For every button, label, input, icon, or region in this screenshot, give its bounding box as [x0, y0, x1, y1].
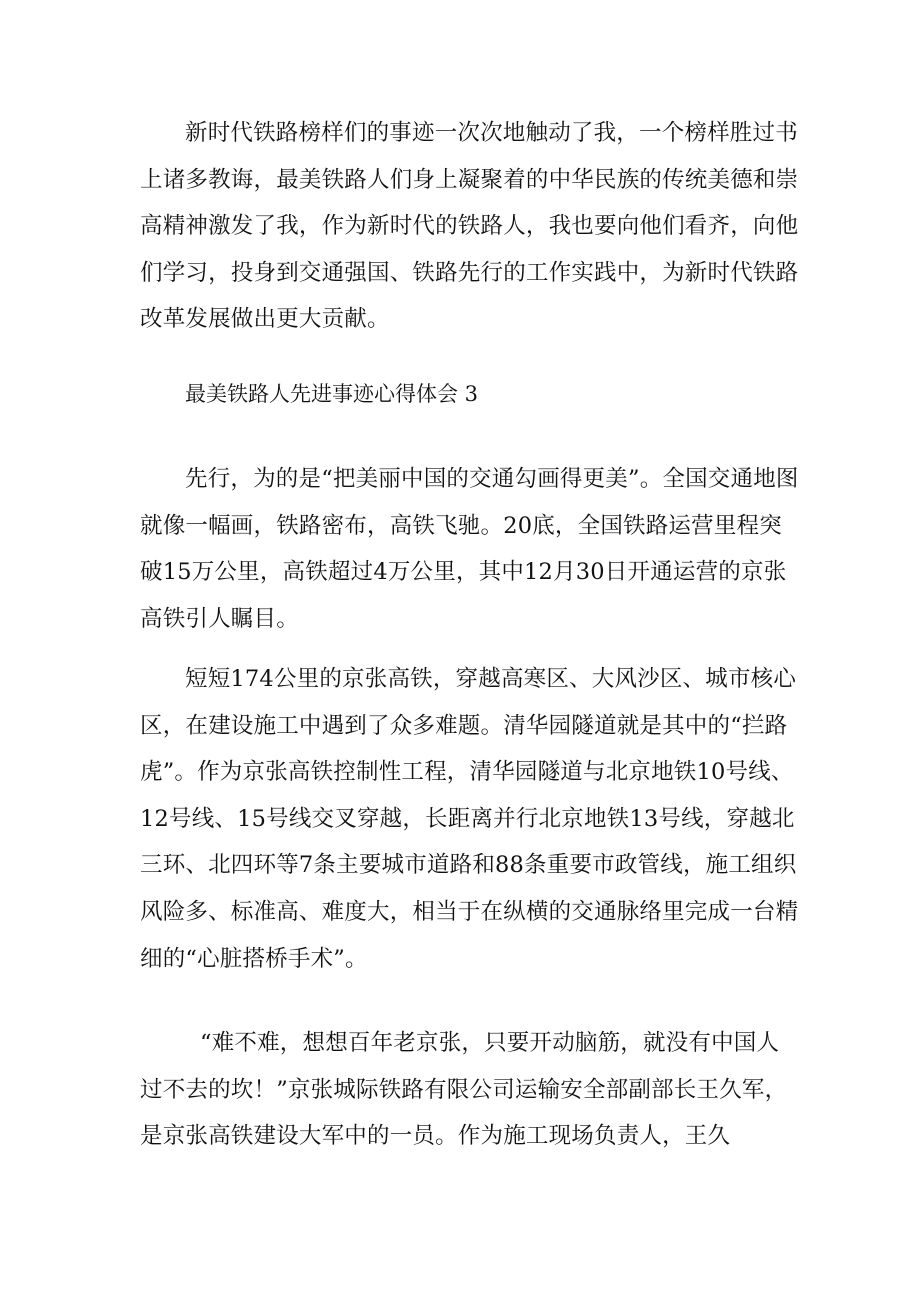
paragraph-quote-wang-jiujun: “难不难，想想百年老京张，只要开动脑筋，就没有中国人过不去的坎！”京张城际铁路有限公司运输安全部副部长王久军，是京张高铁建设大军中的一员。作为施工现场负责人，王久 [140, 1030, 788, 1150]
paragraph-transport-map: 先行，为的是“把美丽中国的交通勾画得更美”。全国交通地图就像一幅画，铁路密布，高铁飞驰。20底，全国铁路运营里程突破15万公里，高铁超过4万公里，其中12月30日开通运营的京张高铁引人瞩目。 [140, 466, 799, 632]
paragraph-jingzhang-railway: 短短174公里的京张高铁，穿越高寒区、大风沙区、城市核心区，在建设施工中遇到了众多难题。清华园隧道就是其中的“拦路虎”。作为京张高铁控制性工程，清华园隧道与北京地铁10号线、12号线、15号线交叉穿越，长距离并行北京地铁13号线，穿越北三环、北四环等7条主要城市道路和88条重要市政管线，施工组织风险多、标准高、难度大，相当于在纵横的交通脉络里完成一台精细的“心脏搭桥手术”。 [140, 666, 799, 972]
paragraph-role-models: 新时代铁路榜样们的事迹一次次地触动了我，一个榜样胜过书上诸多教诲，最美铁路人们身上凝聚着的中华民族的传统美德和崇高精神激发了我，作为新时代的铁路人，我也要向他们看齐，向他们学习，投身到交通强国、铁路先行的工作实践中，为新时代铁路改革发展做出更大贡献。 [140, 120, 799, 333]
section-heading: 最美铁路人先进事迹心得体会 3 [185, 382, 479, 406]
